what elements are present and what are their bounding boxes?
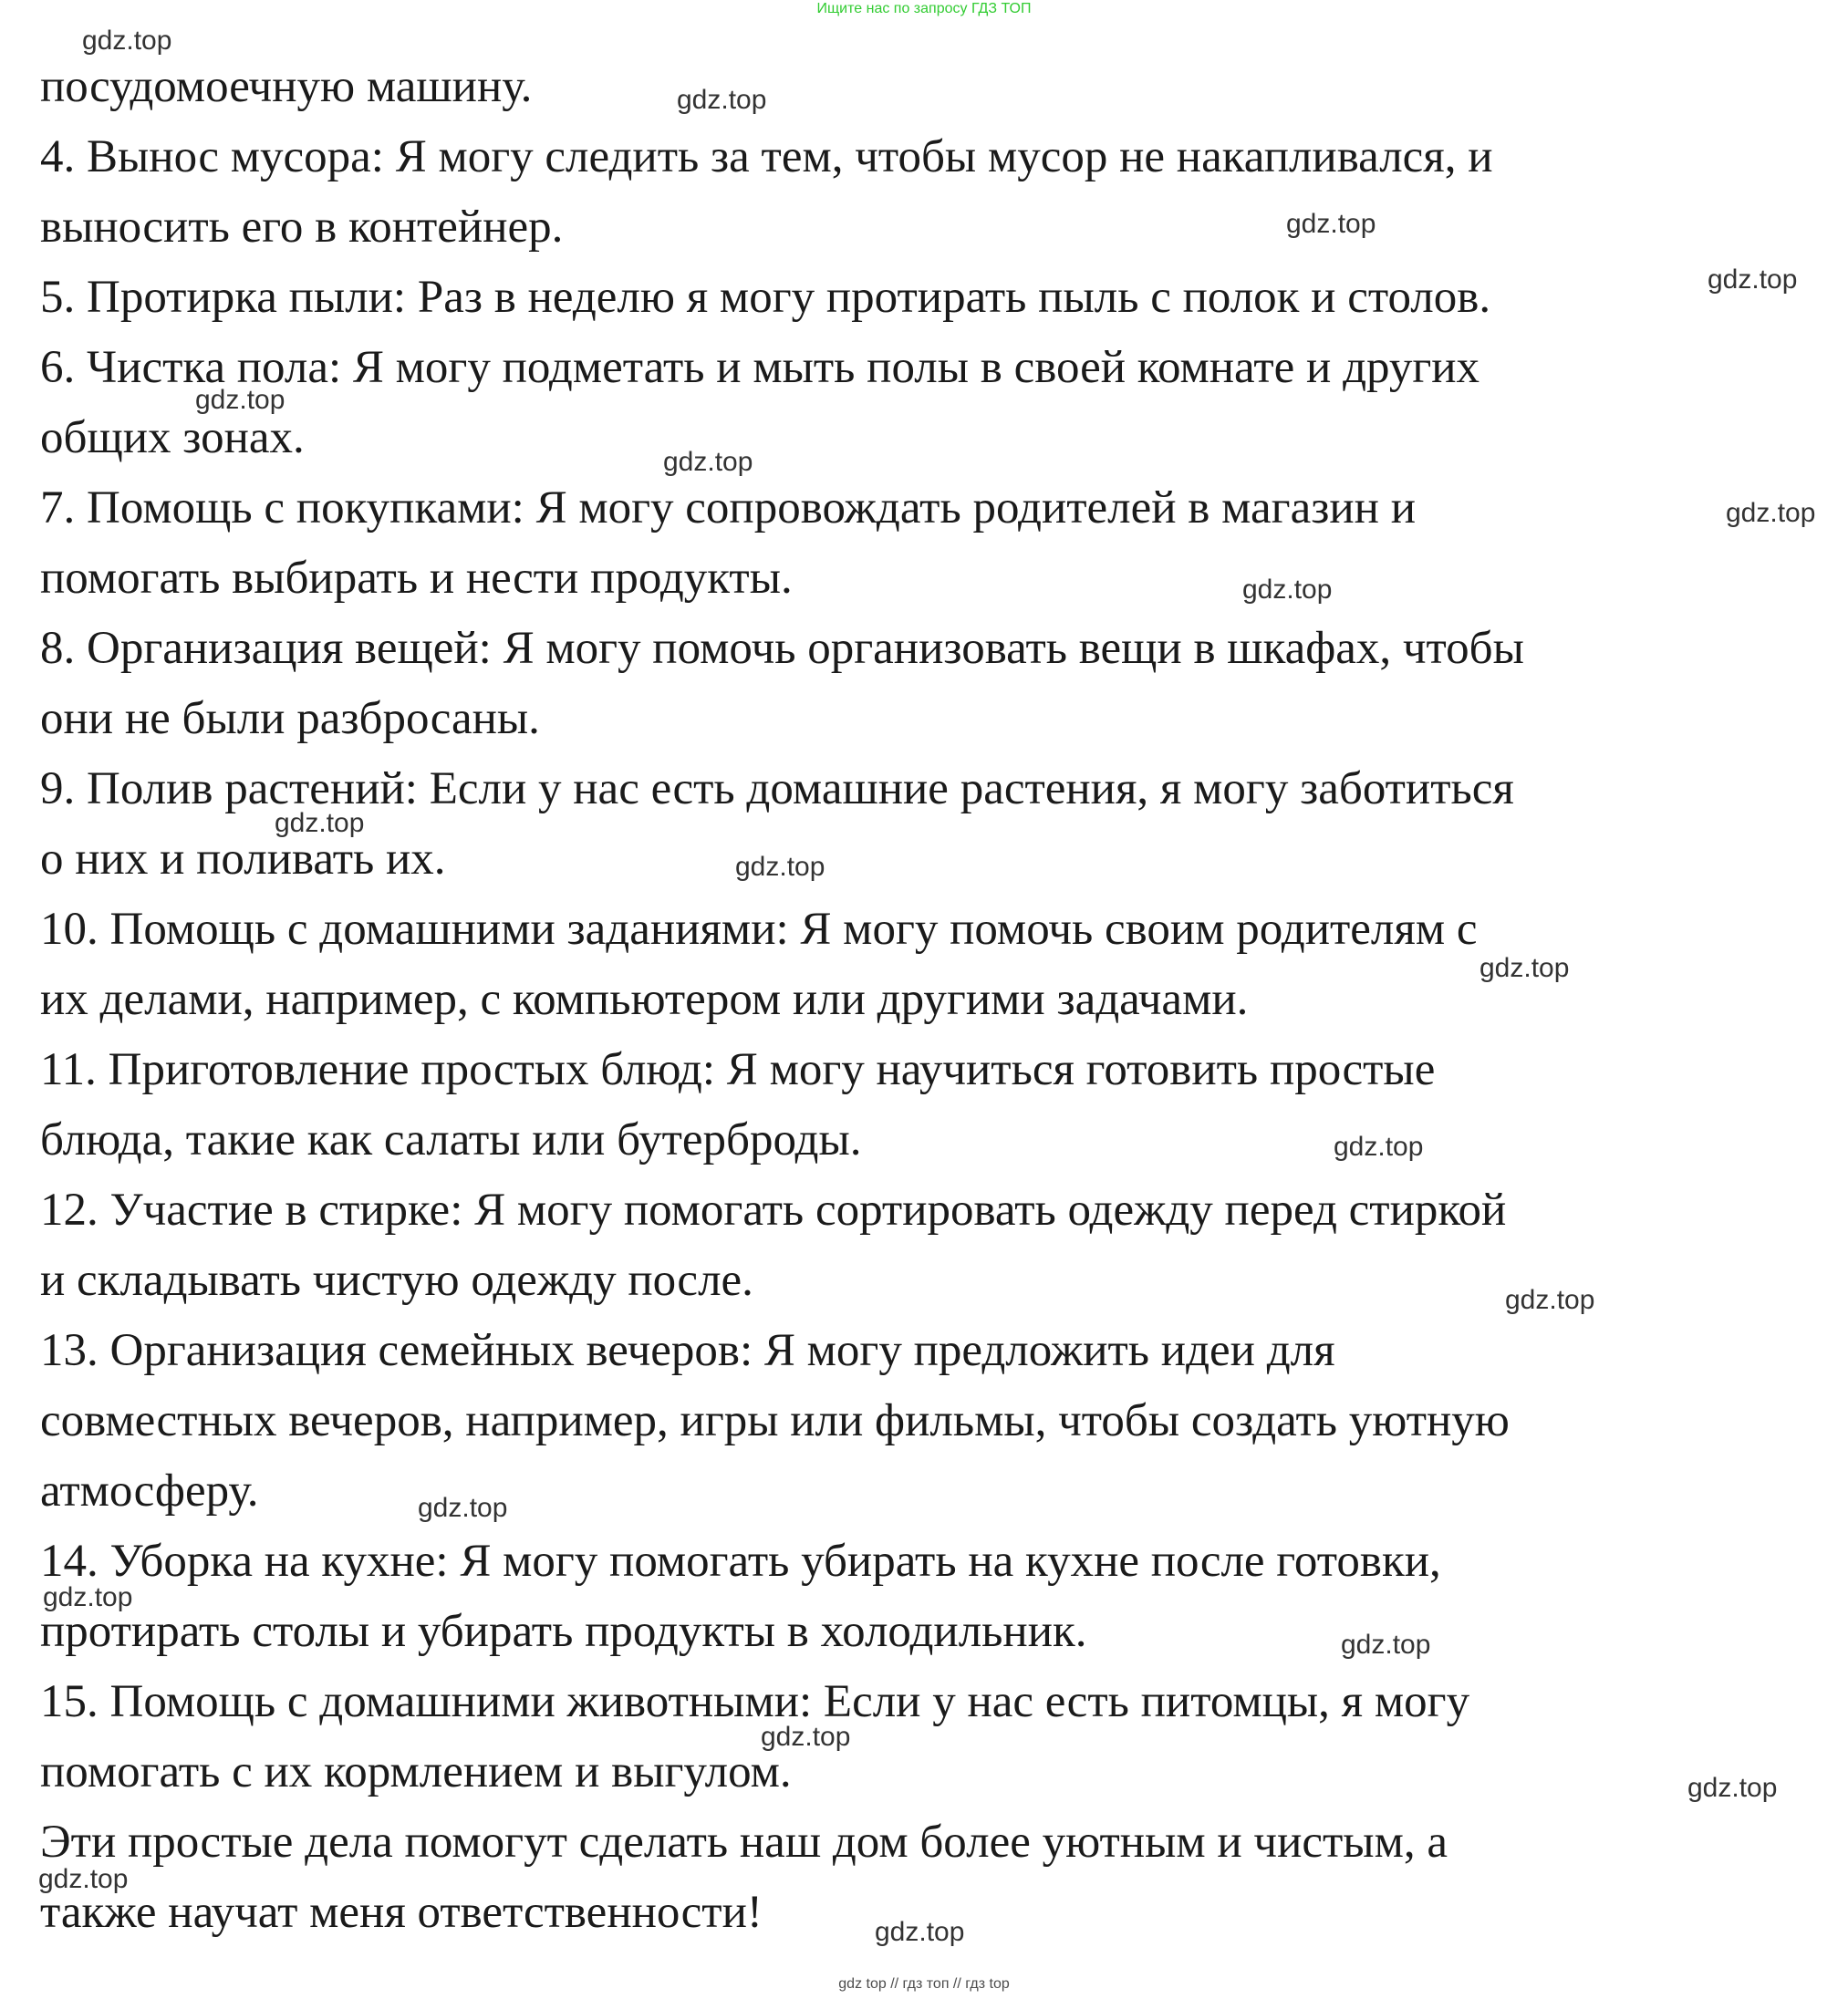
watermark: gdz.top — [1726, 498, 1816, 528]
watermark: gdz.top — [275, 808, 365, 838]
text-line: 12. Участие в стирке: Я могу помогать сортировать одежду перед стиркой — [40, 1185, 1507, 1236]
text-line: также научат меня ответственности! — [40, 1887, 763, 1938]
text-line: атмосферу. — [40, 1466, 259, 1517]
text-line: 10. Помощь с домашними заданиями: Я могу помочь своим родителям с — [40, 904, 1478, 955]
text-line: посудомоечную машину. — [40, 61, 533, 112]
text-line: 9. Полив растений: Если у нас есть домашние растения, я могу заботиться — [40, 763, 1514, 814]
answer-text — [40, 52, 1828, 1948]
watermark: gdz.top — [1334, 1132, 1424, 1162]
text-line: 6. Чистка пола: Я могу подметать и мыть полы в своей комнате и других — [40, 342, 1480, 393]
text-line: выносить его в контейнер. — [40, 202, 564, 253]
watermark: gdz.top — [1708, 264, 1798, 295]
text-line: совместных вечеров, например, игры или фильмы, чтобы создать уютную — [40, 1395, 1510, 1446]
watermark: gdz.top — [1479, 953, 1570, 983]
text-line: 14. Уборка на кухне: Я могу помогать убирать на кухне после готовки, — [40, 1536, 1441, 1587]
watermark: gdz.top — [677, 85, 767, 115]
watermark: gdz.top — [1341, 1630, 1431, 1660]
watermark: gdz.top — [1242, 575, 1333, 605]
watermark: gdz.top — [1286, 209, 1376, 239]
text-line: 8. Организация вещей: Я могу помочь организовать вещи в шкафах, чтобы — [40, 623, 1524, 674]
watermark: gdz.top — [418, 1493, 508, 1523]
text-line: они не были разбросаны. — [40, 693, 540, 744]
text-line: протирать столы и убирать продукты в холодильник. — [40, 1606, 1087, 1657]
text-line: 7. Помощь с покупками: Я могу сопровождать родителей в магазин и — [40, 482, 1417, 533]
text-line: общих зонах. — [40, 412, 305, 463]
text-line: 5. Протирка пыли: Раз в неделю я могу протирать пыль с полок и столов. — [40, 272, 1491, 323]
text-line: блюда, такие как салаты или бутерброды. — [40, 1114, 862, 1165]
watermark: gdz.top — [38, 1864, 129, 1894]
watermark: gdz.top — [1505, 1285, 1595, 1315]
text-line: 13. Организация семейных вечеров: Я могу предложить идеи для — [40, 1325, 1335, 1376]
text-line: о них и поливать их. — [40, 834, 446, 885]
watermark: gdz.top — [875, 1917, 965, 1947]
watermark: gdz.top — [735, 852, 825, 882]
text-line: 4. Вынос мусора: Я могу следить за тем, чтобы мусор не накапливался, и — [40, 131, 1493, 182]
text-line: 15. Помощь с домашними животными: Если у нас есть питомцы, я могу — [40, 1676, 1470, 1727]
text-line: Эти простые дела помогут сделать наш дом более уютным и чистым, а — [40, 1817, 1448, 1868]
watermark: gdz.top — [1687, 1773, 1778, 1803]
text-line: 11. Приготовление простых блюд: Я могу научиться готовить простые — [40, 1044, 1436, 1095]
watermark: gdz.top — [82, 26, 172, 56]
text-line: их делами, например, с компьютером или другими задачами. — [40, 974, 1249, 1025]
text-line: помогать выбирать и нести продукты. — [40, 553, 793, 604]
footer-watermark: gdz top // гдз топ // гдз top — [838, 1976, 1010, 1992]
text-line: и складывать чистую одежду после. — [40, 1255, 753, 1306]
watermark: gdz.top — [761, 1722, 851, 1752]
watermark: gdz.top — [43, 1582, 133, 1612]
watermark: gdz.top — [663, 447, 753, 477]
text-line: помогать с их кормлением и выгулом. — [40, 1746, 792, 1797]
top-banner: Ищите нас по запросу ГДЗ ТОП — [816, 1, 1032, 16]
watermark: gdz.top — [195, 385, 286, 415]
